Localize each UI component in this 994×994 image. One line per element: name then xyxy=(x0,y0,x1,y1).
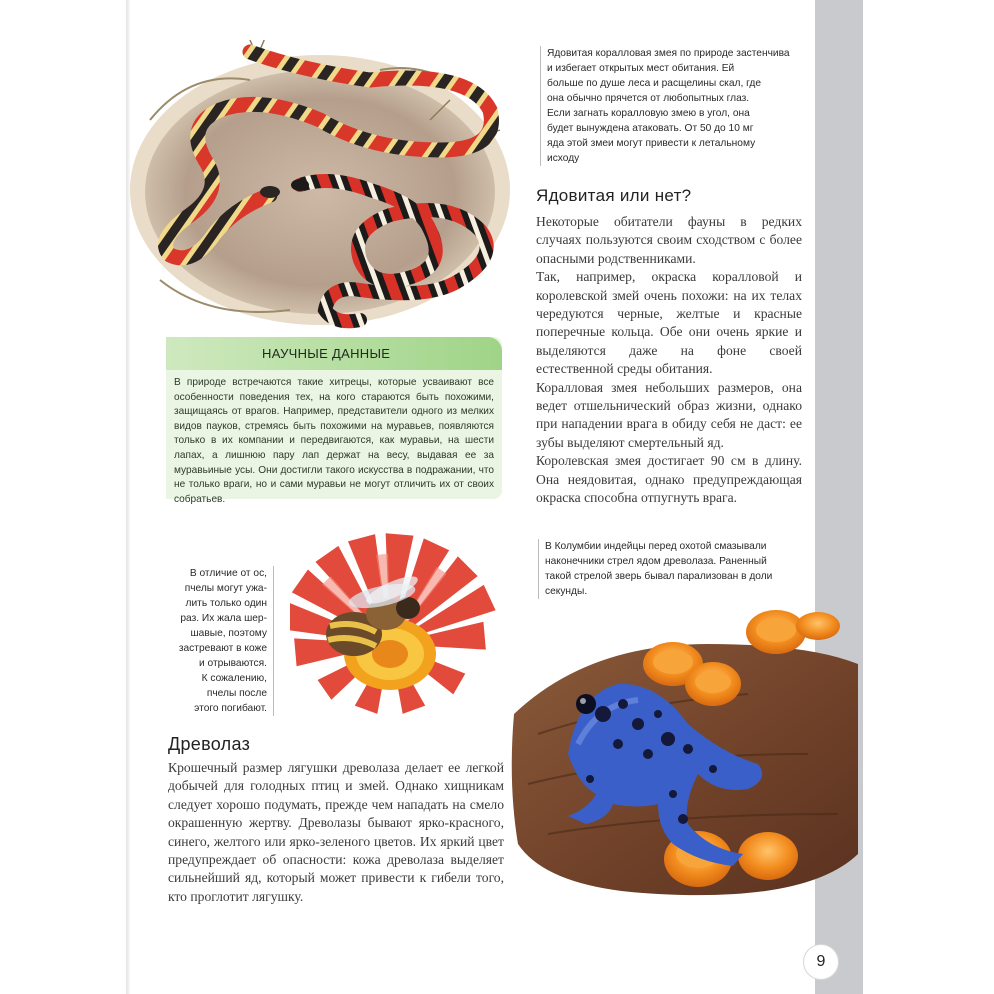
poison-dart-frog-illustration xyxy=(508,604,864,902)
venom-section-title: Ядовитая или нет? xyxy=(536,186,692,205)
bee-caption-line: раз. Их жала шер- xyxy=(180,613,267,624)
venom-section-text xyxy=(536,213,802,508)
science-facts-header xyxy=(166,337,502,370)
snake-caption-line: больше по душе леса и расщелины скал, где xyxy=(547,78,761,89)
snake-caption-line: исходу xyxy=(547,153,580,164)
page-number: 9 xyxy=(803,944,839,980)
bee-caption xyxy=(172,566,274,716)
venom-paragraph: Королевская змея достигает 90 см в длину. Она неядовитая, однако предупреждающая окраска способна отпугнуть врага. xyxy=(536,453,802,506)
venom-paragraph: Коралловая змея небольших размеров, она ведет отшельнический образ жизни, однако при нападении врага в обиду себя не даст: ее зубы выделяют смертельный яд. xyxy=(536,379,802,450)
venom-paragraph: Некоторые обитатели фауны в редких случаях пользуются своим сходством с более опасными родственниками. xyxy=(536,214,802,266)
frog-caption-line: наконечники стрел ядом древолаза. Раненный xyxy=(545,556,767,567)
frog-caption xyxy=(538,539,794,599)
bee-caption-line: этого погибают. xyxy=(194,703,267,714)
snake-caption-line: она обычно прячется от любопытных глаз. xyxy=(547,93,750,104)
bee-caption-line: пчелы после xyxy=(206,688,267,699)
frog-section-text: Крошечный размер лягушки древолаза делает ее легкой добычей для голодных птиц и змей. Однако хищникам следует хорошо подумать, прежде чем нападать на смело окрашенную жертву. Древолазы бывают ярко-красного, синего, желтого или ярко-зеленого цветов. Их яркий цвет предупреждает об опасности: кожа древолаза выделяет сильнейший яд, который может привести к гибели того, кто проглотит лягушку. xyxy=(168,760,504,904)
snake-caption-line: будет вынуждена атаковать. От 50 до 10 мг xyxy=(547,123,754,134)
bee-caption-line: шавые, поэтому xyxy=(190,628,267,639)
bee-caption-line: застревают в коже xyxy=(178,643,267,654)
science-facts-title: НАУЧНЫЕ ДАННЫЕ xyxy=(262,346,391,361)
bee-caption-line: и отрываются. xyxy=(199,658,267,669)
snake-caption-line: яда этой змеи могут привести к летальному xyxy=(547,138,756,149)
bee-caption-line: лить только один xyxy=(185,598,267,609)
snake-caption-line: Ядовитая коралловая змея по природе застенчива и избегает открытых мест обитания. Ей xyxy=(547,48,790,74)
bee-caption-line: К сожалению, xyxy=(201,673,267,684)
science-facts-text: В природе встречаются такие хитрецы, которые усваивают все особенности поведения тех, на кого стараются быть похожими, защищаясь от врагов. Например, представители одного из мелких видов пауков, стремясь быть похожими на муравьев, появляются только в их компании и передвигаются, как муравьи, на шести лапах, а лишнюю пару лап держат на весу, выдавая ее за муравьиные усы. Они достигли такого искусства в подражании, что не только враги, но и сами муравьи не могут отличить их от своих собратьев. xyxy=(174,377,494,505)
venom-paragraph: Так, например, окраска коралловой и королевской змей очень похожи: на их телах чередуются черные, желтые и красные поперечные кольца. Обе они очень яркие и выделяются даже на фоне своей естественной среды обитания. xyxy=(536,269,802,377)
frog-caption-line: такой стрелой зверь бывал парализован в доли xyxy=(545,571,773,582)
bee-caption-line: В отличие от ос, xyxy=(189,568,267,579)
snake-caption-line: Если загнать коралловую змею в угол, она xyxy=(547,108,750,119)
bee-caption-line: пчелы могут ужа- xyxy=(184,583,267,594)
snake-caption xyxy=(540,46,792,166)
frog-section-title: Древолаз xyxy=(168,734,251,754)
frog-caption-line: секунды. xyxy=(545,586,588,597)
science-facts-box xyxy=(166,337,502,505)
snakes-illustration xyxy=(130,40,520,330)
frog-caption-line: В Колумбии индейцы перед охотой смазывали xyxy=(545,541,767,552)
bee-on-flower-illustration xyxy=(290,516,500,724)
